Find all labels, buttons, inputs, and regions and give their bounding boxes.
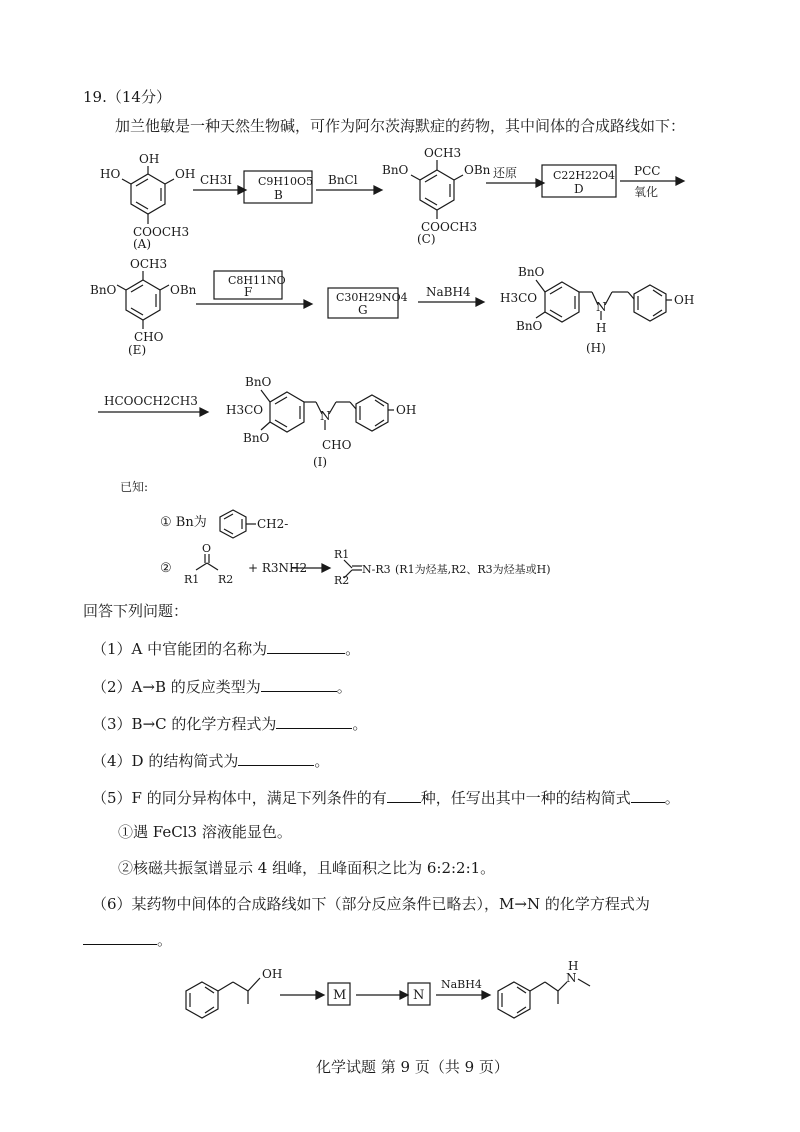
ketone-structure	[184, 542, 233, 586]
f-label: F	[244, 285, 253, 299]
i-meo: H3CO	[226, 403, 264, 417]
f-formula: C8H11NO	[228, 274, 286, 287]
b-formula: C9H10O5	[258, 175, 314, 188]
h-bno-top: BnO	[518, 265, 545, 279]
known-2-note: (R1为烃基,R2、R3为烃基或H)	[395, 563, 551, 576]
d-label: D	[574, 182, 584, 196]
question-5-text: （5）F 的同分异构体中，满足下列条件的有	[92, 789, 387, 807]
route6-nh-h: H	[568, 959, 579, 973]
route6-oh: OH	[262, 967, 283, 981]
answer-prompt: 回答下列问题：	[83, 602, 189, 620]
g-label: G	[358, 303, 368, 317]
ketone-o: O	[202, 542, 212, 555]
page-footer: 化学试题 第 9 页（共 9 页）	[316, 1058, 509, 1076]
c-bno: BnO	[382, 163, 409, 177]
known-2-prefix: ②	[160, 561, 172, 576]
question-1-tail: 。	[345, 640, 361, 658]
c-obn: OBn	[464, 163, 491, 177]
h-oh: OH	[674, 293, 695, 307]
known-2-reagent: + R3NH2	[248, 561, 308, 575]
ketone-r2: R2	[218, 573, 234, 586]
c-ester: COOCH3	[421, 220, 478, 234]
e-label: (E)	[128, 343, 147, 357]
b-label: B	[274, 188, 283, 202]
h-n: N	[596, 300, 607, 314]
question-1-text: （1）A 中官能团的名称为	[92, 640, 268, 658]
benzyl-ring-icon	[220, 510, 256, 538]
route6-reagent: NaBH4	[441, 978, 482, 991]
e-obn: OBn	[170, 283, 197, 297]
compound-i	[226, 375, 416, 469]
question-6-tail: 。	[157, 931, 173, 949]
imine-r1: R1	[334, 548, 350, 561]
i-n: N	[320, 409, 331, 423]
question-5-tail: 。	[664, 789, 680, 807]
condition-1: ①遇 FeCl3 溶液能显色。	[118, 823, 292, 841]
i-bno-bottom: BnO	[243, 431, 270, 445]
known-title: 已知:	[120, 480, 149, 494]
arrow2-reagent: BnCl	[328, 173, 358, 187]
e-cho: CHO	[134, 330, 164, 344]
a-ester: COOCH3	[133, 225, 190, 239]
h-label: (H)	[586, 341, 606, 355]
i-bno-top: BnO	[245, 375, 272, 389]
route6-nh-n: N	[566, 971, 577, 985]
route6-m: M	[333, 988, 347, 1003]
a-oh-top: OH	[139, 152, 160, 166]
question-2-tail: 。	[336, 678, 352, 696]
arrow6-reagent: NaBH4	[426, 285, 471, 299]
i-oh: OH	[396, 403, 417, 417]
question-3-text: （3）B→C 的化学方程式为	[92, 715, 277, 733]
question-4-tail: 。	[314, 752, 330, 770]
route6-start	[186, 967, 282, 1018]
compound-e	[90, 257, 197, 357]
a-label: (A)	[133, 237, 152, 251]
question-6: （6）某药物中间体的合成路线如下（部分反应条件已略去），M→N 的化学方程式为	[92, 895, 650, 913]
i-label: (I)	[313, 455, 328, 469]
condition-2: ②核磁共振氢谱显示 4 组峰，且峰面积之比为 6:2:2:1。	[118, 859, 496, 877]
e-och3: OCH3	[130, 257, 168, 271]
known-1-suffix: CH2-	[257, 517, 289, 531]
ketone-r1: R1	[184, 573, 200, 586]
arrow1-reagent: CH3I	[200, 173, 233, 187]
e-bno: BnO	[90, 283, 117, 297]
c-label: (C)	[417, 232, 436, 246]
c-och3: OCH3	[424, 146, 462, 160]
arrow3-reagent: 还原	[493, 166, 518, 180]
i-cho: CHO	[322, 438, 352, 452]
compound-c	[382, 146, 491, 246]
h-meo: H3CO	[500, 291, 538, 305]
route6-n: N	[413, 988, 425, 1003]
d-formula: C22H22O4	[553, 169, 616, 182]
imine-r2: R2	[334, 574, 350, 587]
known-1-prefix: ① Bn为	[160, 515, 207, 530]
h-nh: H	[596, 321, 607, 335]
arrow4-condition: 氧化	[634, 185, 659, 199]
route6-product	[498, 959, 590, 1018]
question-3-tail: 。	[352, 715, 368, 733]
compound-h	[500, 265, 694, 355]
compound-a	[100, 152, 195, 251]
g-formula: C30H29NO4	[336, 291, 408, 304]
question-header: 19.（14分）	[83, 88, 171, 106]
arrow4-reagent: PCC	[634, 164, 661, 178]
question-intro: 加兰他敏是一种天然生物碱，可作为阿尔茨海默症的药物，其中间体的合成路线如下：	[115, 117, 686, 135]
question-4-text: （4）D 的结构简式为	[92, 752, 239, 770]
question-5-mid: 种，任写出其中一种的结构简式	[420, 789, 631, 807]
a-ho-left: HO	[100, 167, 121, 181]
imine-n-r3: N-R3	[362, 563, 391, 576]
arrow7-reagent: HCOOCH2CH3	[104, 394, 198, 408]
a-oh-right: OH	[175, 167, 196, 181]
h-bno-bottom: BnO	[516, 319, 543, 333]
question-2-text: （2）A→B 的反应类型为	[92, 678, 261, 696]
imine-structure	[334, 548, 551, 587]
